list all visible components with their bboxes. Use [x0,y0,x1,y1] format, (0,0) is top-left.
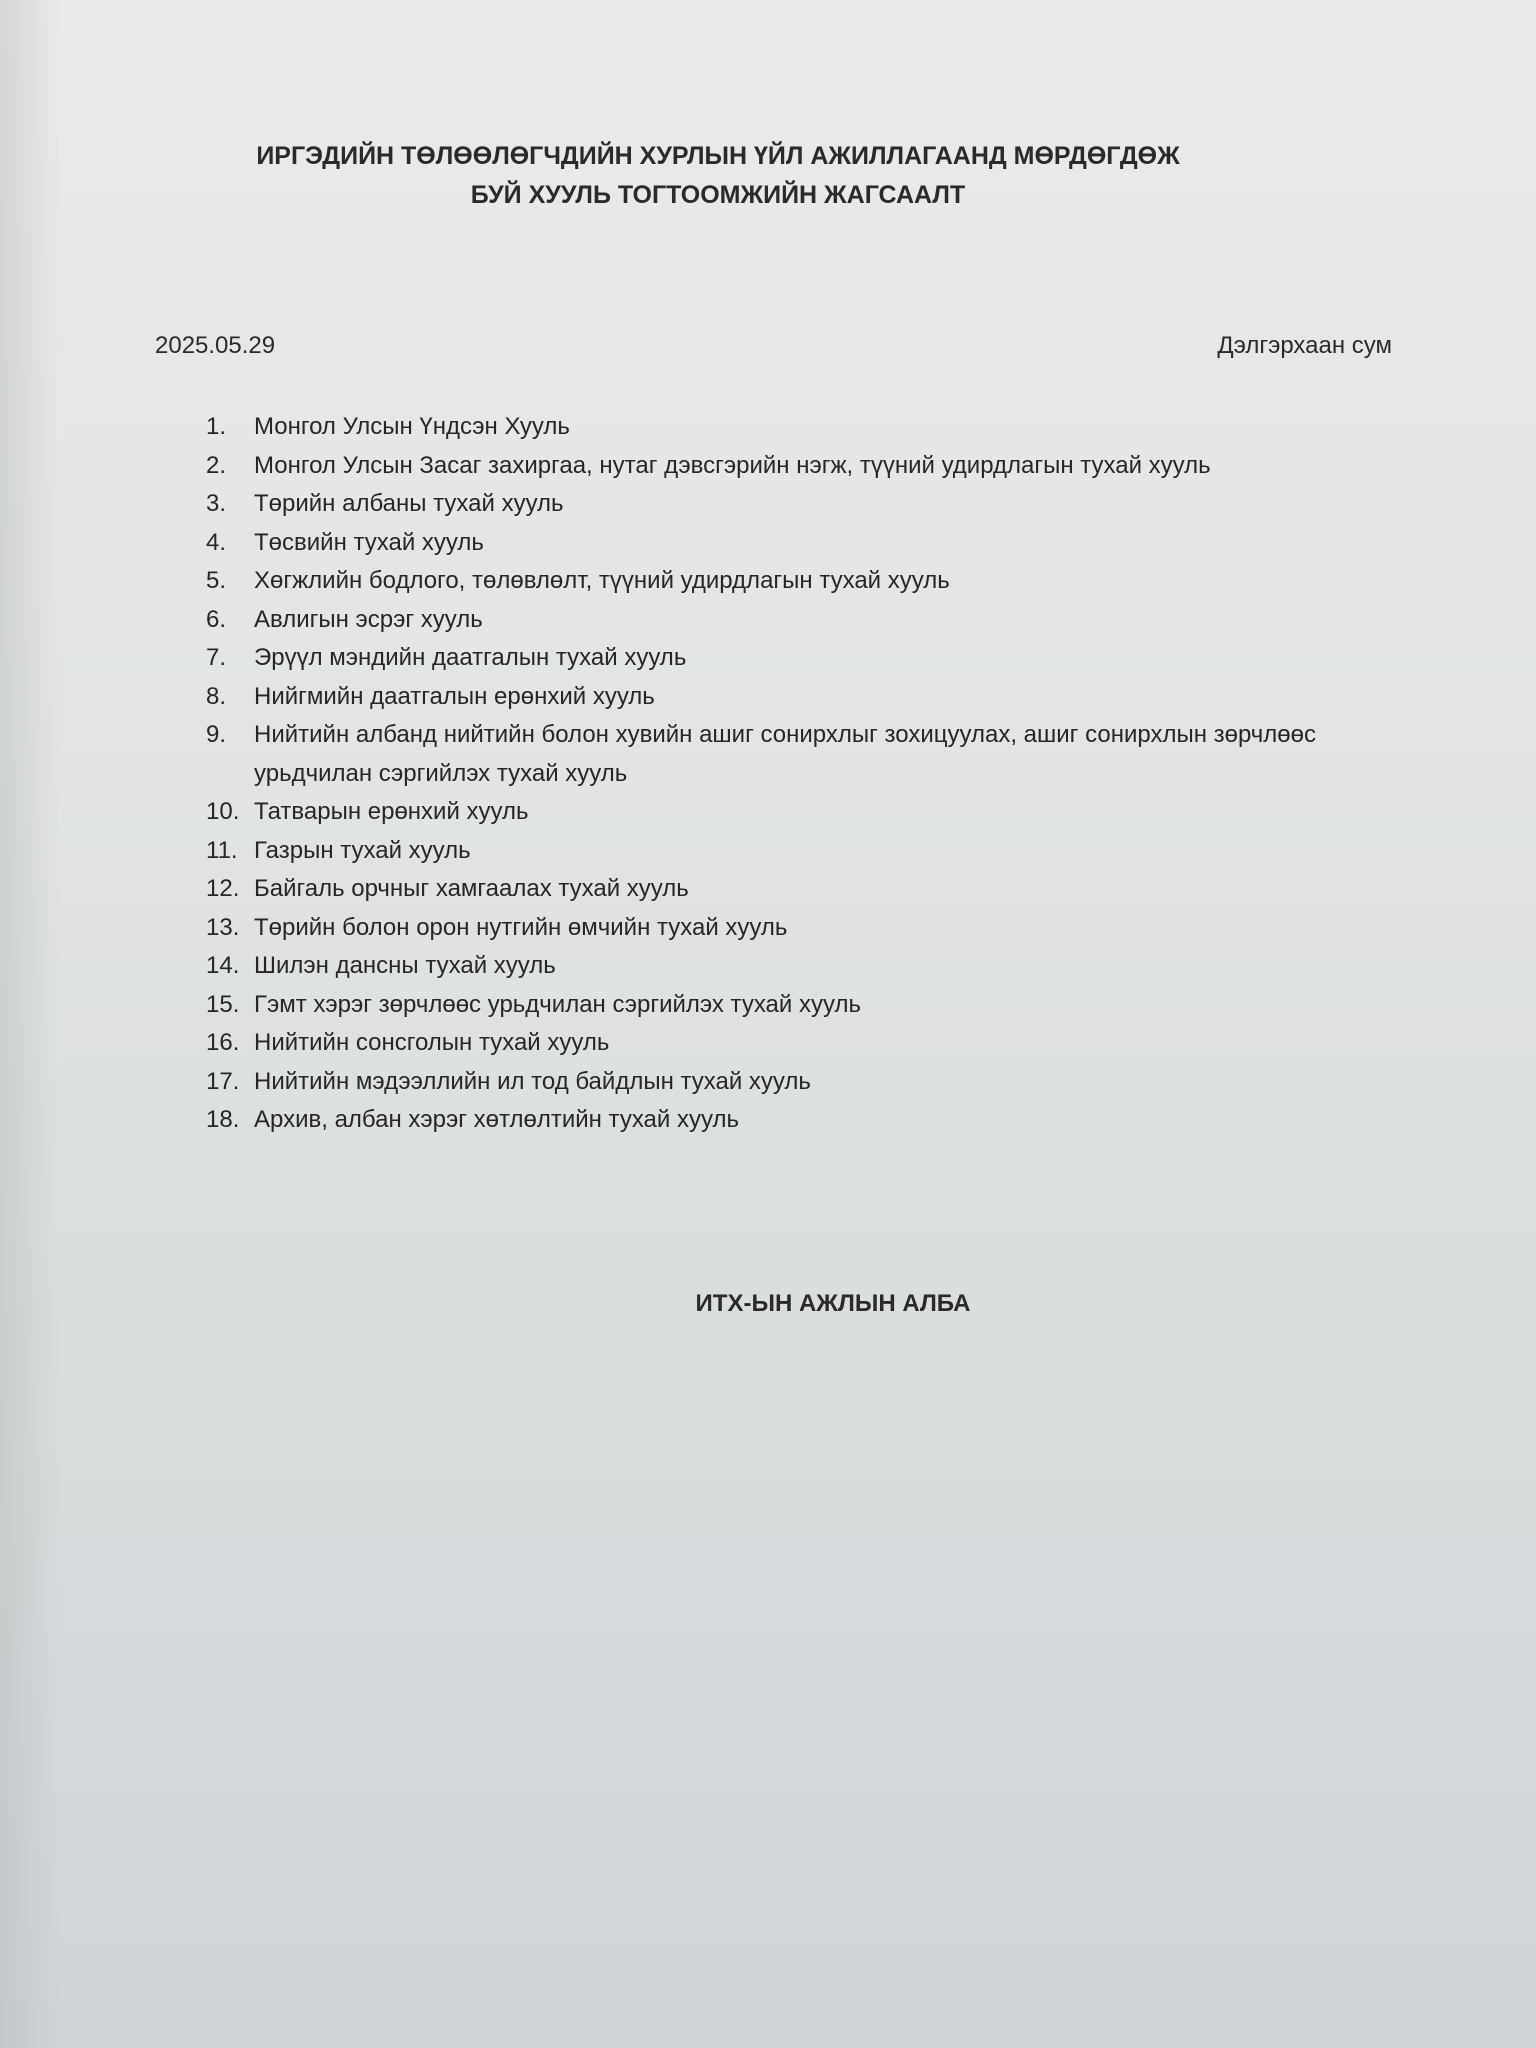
item-number: 11. [206,836,238,864]
item-text: Байгаль орчныг хамгаалах тухай хууль [254,875,689,902]
document-footer [0,1290,1536,1318]
item-text: Газрын тухай хууль [254,836,471,864]
list-item [200,485,1360,524]
item-text: Нийтийн албанд нийтийн болон хувийн ашиг сонирхлыг зохицуулах, ашиг сонирхлын зөрчлөөс урьдчилан сэргийлэх тухай хууль [254,721,1316,787]
item-text: Монгол Улсын Үндсэн Хууль [254,413,570,440]
list-item [200,870,1360,909]
document-title [0,137,1536,215]
footer-signature: ИТХ-ЫН АЖЛЫН АЛБА [695,1290,971,1317]
item-number: 1. [206,413,227,440]
item-number: 8. [206,682,227,710]
item-text: Архив, албан хэрэг хөтлөлтийн тухай хууль [254,1106,739,1133]
item-number: 6. [206,605,227,633]
item-text: Нийгмийн даатгалын ерөнхий хууль [254,682,655,710]
item-number: 18. [206,1106,240,1133]
laws-list [200,408,1360,1140]
list-item [200,1063,1360,1102]
item-number: 3. [206,490,227,517]
list-item [200,986,1360,1025]
list-item [200,639,1360,678]
item-number: 5. [206,567,227,594]
list-item [200,716,1360,793]
item-text: Монгол Улсын Засаг захиргаа, нутаг дэвсгэрийн нэгж, түүний удирдлагын тухай хууль [254,451,1211,479]
list-item [200,909,1360,948]
item-number: 7. [206,644,227,671]
item-text: Хөгжлийн бодлого, төлөвлөлт, түүний удирдлагын тухай хууль [254,567,950,594]
document-place: Дэлгэрхаан сум [1217,332,1392,359]
list-item [200,793,1360,832]
document-date: 2025.05.29 [155,332,276,359]
page-shadow [0,0,60,2048]
item-number: 16. [206,1029,240,1056]
item-text: Төрийн болон орон нутгийн өмчийн тухай хууль [254,913,788,941]
item-number: 10. [206,798,240,825]
item-text: Нийтийн сонсголын тухай хууль [254,1029,610,1056]
list-item [200,947,1360,986]
item-number: 12. [206,875,240,902]
item-text: Төрийн албаны тухай хууль [254,490,564,517]
item-number: 15. [206,990,240,1018]
item-number: 13. [206,913,240,941]
item-number: 2. [206,451,227,479]
item-number: 17. [206,1067,240,1095]
list-item [200,678,1360,717]
item-text: Шилэн дансны тухай хууль [254,952,556,979]
list-item [200,832,1360,871]
list-item [200,1101,1360,1140]
item-text: Татварын ерөнхий хууль [254,798,529,825]
list-item [200,601,1360,640]
list-item [200,408,1360,447]
list-item [200,524,1360,563]
list-item [200,562,1360,601]
title-line-2: БУЙ ХУУЛЬ ТОГТООМЖИЙН ЖАГСААЛТ [470,181,966,209]
item-text: Эрүүл мэндийн даатгалын тухай хууль [254,644,687,671]
item-text: Нийтийн мэдээллийн ил тод байдлын тухай хууль [254,1067,811,1095]
list-item [200,1024,1360,1063]
item-number: 9. [206,721,227,748]
item-number: 14. [206,952,240,979]
item-text: Гэмт хэрэг зөрчлөөс урьдчилан сэргийлэх тухай хууль [254,990,861,1018]
item-text: Төсвийн тухай хууль [254,528,484,556]
list-item [200,447,1360,486]
item-number: 4. [206,528,227,556]
title-line-1: ИРГЭДИЙН ТӨЛӨӨЛӨГЧДИЙН ХУРЛЫН ҮЙЛ АЖИЛЛАГААНД МӨРДӨГДӨЖ [256,142,1180,170]
item-text: Авлигын эсрэг хууль [254,605,483,633]
